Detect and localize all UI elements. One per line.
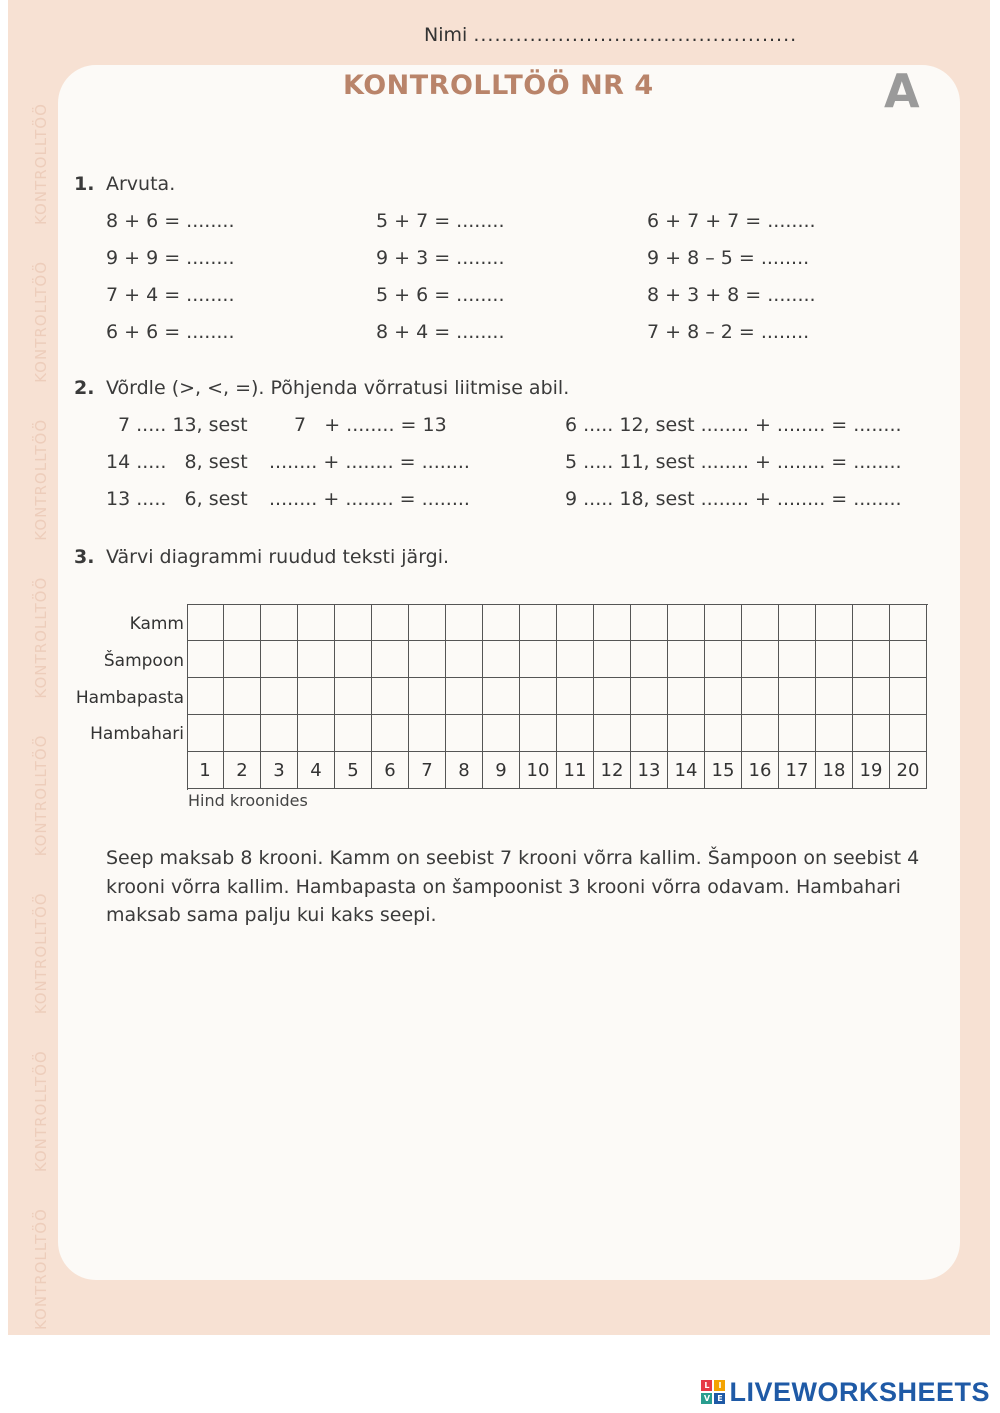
axis-tick-label: 19 xyxy=(853,752,890,789)
diagram-cell[interactable] xyxy=(705,678,742,715)
diagram-cell[interactable] xyxy=(187,715,224,752)
side-watermark xyxy=(26,0,56,1330)
task1-problem[interactable]: 9 + 8 – 5 = ........ xyxy=(647,247,810,269)
task2-compare[interactable]: 7 ..... 13, sest xyxy=(118,414,248,436)
diagram-cell[interactable] xyxy=(187,604,224,641)
side-watermark-word: KONTROLLTÖÖ xyxy=(32,1208,50,1330)
diagram-cell[interactable] xyxy=(668,604,705,641)
diagram-cell[interactable] xyxy=(483,715,520,752)
diagram-cell[interactable] xyxy=(224,604,261,641)
price-diagram xyxy=(187,604,927,789)
task1-problem[interactable]: 9 + 3 = ........ xyxy=(376,247,505,269)
diagram-cell[interactable] xyxy=(446,678,483,715)
axis-tick-label: 4 xyxy=(298,752,335,789)
diagram-cell[interactable] xyxy=(594,678,631,715)
diagram-cell[interactable] xyxy=(298,678,335,715)
diagram-cell[interactable] xyxy=(261,641,298,678)
axis-tick-label: 16 xyxy=(742,752,779,789)
task1-problem[interactable]: 9 + 9 = ........ xyxy=(106,247,235,269)
diagram-cell[interactable] xyxy=(372,715,409,752)
task1-problem[interactable]: 5 + 6 = ........ xyxy=(376,284,505,306)
axis-tick-label: 6 xyxy=(372,752,409,789)
side-watermark-word: KONTROLLTÖÖ xyxy=(32,892,50,1015)
diagram-cell[interactable] xyxy=(483,604,520,641)
diagram-cell[interactable] xyxy=(557,678,594,715)
chart-category-label: Hambapasta xyxy=(75,688,184,708)
task2-equation[interactable]: 7 + ........ = 13 xyxy=(294,414,447,436)
chart-category-label: Hambahari xyxy=(90,724,184,744)
diagram-cell[interactable] xyxy=(705,604,742,641)
diagram-cell[interactable] xyxy=(705,641,742,678)
axis-tick-label: 14 xyxy=(668,752,705,789)
axis-tick-label: 12 xyxy=(594,752,631,789)
diagram-cell[interactable] xyxy=(853,678,890,715)
task1-problem[interactable]: 5 + 7 = ........ xyxy=(376,210,505,232)
diagram-cell[interactable] xyxy=(409,715,446,752)
diagram-cell[interactable] xyxy=(261,604,298,641)
diagram-cell[interactable] xyxy=(520,715,557,752)
diagram-cell[interactable] xyxy=(298,641,335,678)
diagram-row-sampoon xyxy=(187,641,927,678)
side-watermark-word: KONTROLLTÖÖ xyxy=(32,103,50,225)
diagram-cell[interactable] xyxy=(335,715,372,752)
task1-problem[interactable]: 7 + 8 – 2 = ........ xyxy=(647,321,810,343)
logo-mark-square: I xyxy=(714,1380,725,1391)
task1-problem[interactable]: 6 + 6 = ........ xyxy=(106,321,235,343)
diagram-cell[interactable] xyxy=(853,604,890,641)
diagram-cell[interactable] xyxy=(372,678,409,715)
diagram-cell[interactable] xyxy=(594,604,631,641)
task2-right-item[interactable]: 5 ..... 11, sest ........ + ........ = ........ xyxy=(565,451,902,473)
diagram-cell[interactable] xyxy=(631,641,668,678)
diagram-cell[interactable] xyxy=(668,678,705,715)
axis-tick-label: 2 xyxy=(224,752,261,789)
task2-compare[interactable]: 14 ..... 8, sest xyxy=(106,451,248,473)
diagram-cell[interactable] xyxy=(187,641,224,678)
chart-category-label: Šampoon xyxy=(103,651,184,671)
axis-tick-label: 5 xyxy=(335,752,372,789)
axis-tick-label: 7 xyxy=(409,752,446,789)
diagram-cell[interactable] xyxy=(742,715,779,752)
page-title: KONTROLLTÖÖ NR 4 xyxy=(343,70,654,101)
diagram-cell[interactable] xyxy=(483,641,520,678)
diagram-cell[interactable] xyxy=(298,604,335,641)
diagram-cell[interactable] xyxy=(372,641,409,678)
diagram-cell[interactable] xyxy=(779,678,816,715)
task3-text: Seep maksab 8 krooni. Kamm on seebist 7 krooni võrra kallim. Šampoon on seebist 4 krooni võrra kallim. Hambapasta on šampoonist 3 krooni võrra odavam. Hambahari maksab sama palju kui kaks seepi. xyxy=(106,847,920,926)
diagram-cell[interactable] xyxy=(557,715,594,752)
diagram-axis xyxy=(187,752,927,789)
side-watermark-strip xyxy=(26,0,56,1335)
brand-name: LIVEWORKSHEETS xyxy=(729,1376,990,1407)
diagram-cell[interactable] xyxy=(335,604,372,641)
chart-category-label: Kamm xyxy=(129,614,184,634)
diagram-cell[interactable] xyxy=(853,715,890,752)
logo-mark-square: V xyxy=(701,1393,712,1404)
diagram-row-hambahari xyxy=(187,715,927,752)
diagram-cell[interactable] xyxy=(520,641,557,678)
task2-equation[interactable]: ........ + ........ = ........ xyxy=(269,451,470,473)
axis-tick-label: 18 xyxy=(816,752,853,789)
task3-instruction: Värvi diagrammi ruudud teksti järgi. xyxy=(106,546,450,568)
task1-instruction: Arvuta. xyxy=(106,173,176,195)
diagram-cell[interactable] xyxy=(372,604,409,641)
diagram-cell[interactable] xyxy=(668,641,705,678)
side-watermark-word: KONTROLLTÖÖ xyxy=(32,576,50,699)
diagram-cell[interactable] xyxy=(446,604,483,641)
logo-mark-square: L xyxy=(701,1380,712,1391)
diagram-cell[interactable] xyxy=(853,641,890,678)
task1-problem[interactable]: 8 + 3 + 8 = ........ xyxy=(647,284,816,306)
axis-tick-label: 20 xyxy=(890,752,927,789)
diagram-cell[interactable] xyxy=(483,678,520,715)
axis-tick-label: 10 xyxy=(520,752,557,789)
diagram-cell[interactable] xyxy=(520,604,557,641)
name-label: Nimi xyxy=(424,24,468,46)
footer-logo xyxy=(701,1376,990,1408)
diagram-row-hambapasta xyxy=(187,678,927,715)
task1-problem[interactable]: 8 + 4 = ........ xyxy=(376,321,505,343)
diagram-cell[interactable] xyxy=(816,715,853,752)
diagram-cell[interactable] xyxy=(631,604,668,641)
diagram-cell[interactable] xyxy=(890,604,927,641)
diagram-cell[interactable] xyxy=(224,715,261,752)
diagram-cell[interactable] xyxy=(594,641,631,678)
logo-mark-square: E xyxy=(714,1393,725,1404)
liveworksheets-icon xyxy=(701,1380,725,1404)
diagram-cell[interactable] xyxy=(335,641,372,678)
diagram-cell[interactable] xyxy=(446,715,483,752)
task2-equation[interactable]: ........ + ........ = ........ xyxy=(269,488,470,510)
diagram-cell[interactable] xyxy=(668,715,705,752)
diagram-cell[interactable] xyxy=(335,678,372,715)
diagram-cell[interactable] xyxy=(742,678,779,715)
diagram-cell[interactable] xyxy=(409,641,446,678)
task1-problem[interactable]: 8 + 6 = ........ xyxy=(106,210,235,232)
axis-tick-label: 17 xyxy=(779,752,816,789)
axis-tick-label: 15 xyxy=(705,752,742,789)
diagram-cell[interactable] xyxy=(261,678,298,715)
diagram-cell[interactable] xyxy=(705,715,742,752)
side-watermark-word: KONTROLLTÖÖ xyxy=(32,1050,50,1173)
diagram-cell[interactable] xyxy=(446,641,483,678)
side-watermark-word: KONTROLLTÖÖ xyxy=(32,260,50,383)
diagram-cell[interactable] xyxy=(520,678,557,715)
diagram-cell[interactable] xyxy=(742,604,779,641)
task2-compare[interactable]: 13 ..... 6, sest xyxy=(106,488,248,510)
diagram-cell[interactable] xyxy=(890,678,927,715)
diagram-cell[interactable] xyxy=(409,678,446,715)
diagram-cell[interactable] xyxy=(187,678,224,715)
task2-right-item[interactable]: 9 ..... 18, sest ........ + ........ = ........ xyxy=(565,488,902,510)
task1-number: 1. xyxy=(74,173,95,195)
diagram-row-kamm xyxy=(187,604,927,641)
diagram-cell[interactable] xyxy=(409,604,446,641)
name-dots[interactable]: .............................................. xyxy=(473,24,798,46)
axis-tick-label: 3 xyxy=(261,752,298,789)
diagram-cell[interactable] xyxy=(631,678,668,715)
diagram-cell[interactable] xyxy=(224,641,261,678)
diagram-cell[interactable] xyxy=(890,641,927,678)
side-watermark-word: KONTROLLTÖÖ xyxy=(32,734,50,857)
diagram-cell[interactable] xyxy=(594,715,631,752)
variant-letter: A xyxy=(884,64,920,118)
task2-number: 2. xyxy=(74,377,95,399)
task1-problem[interactable]: 6 + 7 + 7 = ........ xyxy=(647,210,816,232)
task3-number: 3. xyxy=(74,546,95,568)
axis-tick-label: 8 xyxy=(446,752,483,789)
axis-tick-label: 1 xyxy=(187,752,224,789)
diagram-cell[interactable] xyxy=(298,715,335,752)
diagram-cell[interactable] xyxy=(557,641,594,678)
side-watermark-word: KONTROLLTÖÖ xyxy=(32,418,50,541)
axis-tick-label: 13 xyxy=(631,752,668,789)
axis-tick-label: 11 xyxy=(557,752,594,789)
diagram-cell[interactable] xyxy=(261,715,298,752)
diagram-cell[interactable] xyxy=(224,678,261,715)
task1-problem[interactable]: 7 + 4 = ........ xyxy=(106,284,235,306)
name-field[interactable] xyxy=(424,24,797,46)
diagram-cell[interactable] xyxy=(816,678,853,715)
axis-tick-label: 9 xyxy=(483,752,520,789)
diagram-cell[interactable] xyxy=(779,604,816,641)
axis-title: Hind kroonides xyxy=(188,791,308,810)
diagram-cell[interactable] xyxy=(816,641,853,678)
diagram-cell[interactable] xyxy=(779,641,816,678)
task2-right-item[interactable]: 6 ..... 12, sest ........ + ........ = ........ xyxy=(565,414,902,436)
diagram-cell[interactable] xyxy=(779,715,816,752)
task2-instruction: Võrdle (>, <, =). Põhjenda võrratusi liitmise abil. xyxy=(106,377,570,399)
diagram-cell[interactable] xyxy=(890,715,927,752)
diagram-cell[interactable] xyxy=(816,604,853,641)
diagram-cell[interactable] xyxy=(631,715,668,752)
diagram-cell[interactable] xyxy=(557,604,594,641)
diagram-cell[interactable] xyxy=(742,641,779,678)
